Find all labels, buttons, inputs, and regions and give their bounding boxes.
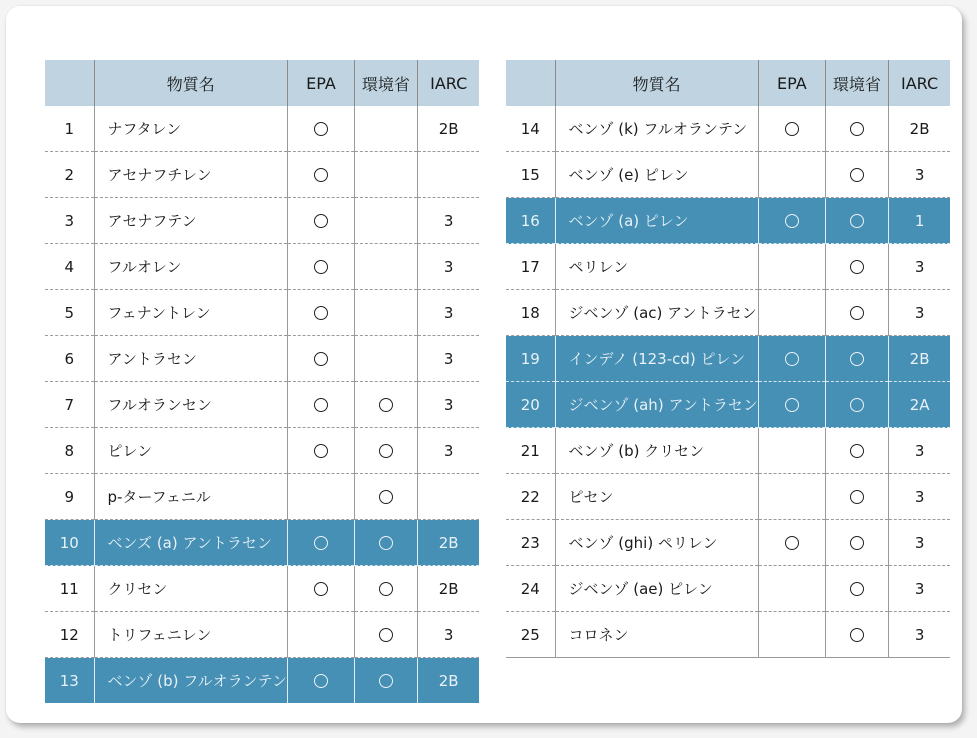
table-row [45, 428, 479, 474]
header-substance-name: 物質名 [94, 60, 287, 106]
table-row [506, 612, 950, 658]
epa-cell [287, 658, 354, 704]
moe-cell [825, 612, 888, 658]
iarc-classification: 3 [888, 152, 950, 198]
epa-cell [287, 198, 354, 244]
epa-cell [287, 106, 354, 152]
substance-name: ベンゾ (ghi) ペリレン [555, 520, 758, 566]
row-number: 13 [45, 658, 94, 704]
moe-cell [354, 336, 417, 382]
moe-cell [354, 520, 417, 566]
circle-icon [850, 122, 864, 136]
substance-name: トリフェニレン [94, 612, 287, 658]
circle-icon [379, 582, 393, 596]
circle-icon [785, 214, 799, 228]
substance-name: コロネン [555, 612, 758, 658]
epa-cell [287, 428, 354, 474]
content-card [6, 6, 962, 723]
table-row [506, 106, 950, 152]
circle-icon [314, 674, 328, 688]
circle-icon [314, 168, 328, 182]
iarc-classification [417, 474, 479, 520]
circle-icon [379, 398, 393, 412]
moe-cell [354, 106, 417, 152]
epa-cell [287, 290, 354, 336]
table-row [45, 336, 479, 382]
circle-icon [314, 444, 328, 458]
table-row [506, 152, 950, 198]
iarc-classification: 1 [888, 198, 950, 244]
substance-name: アントラセン [94, 336, 287, 382]
row-number: 2 [45, 152, 94, 198]
substance-name: ジベンゾ (ae) ピレン [555, 566, 758, 612]
pah-table-right [506, 60, 950, 658]
header-moe: 環境省 [825, 60, 888, 106]
substance-name: ピセン [555, 474, 758, 520]
row-number: 25 [506, 612, 555, 658]
iarc-classification: 3 [888, 244, 950, 290]
header-epa: EPA [287, 60, 354, 106]
moe-cell [825, 566, 888, 612]
moe-cell [825, 244, 888, 290]
header-iarc: IARC [888, 60, 950, 106]
epa-cell [758, 198, 825, 244]
moe-cell [825, 336, 888, 382]
epa-cell [758, 520, 825, 566]
table-row [45, 520, 479, 566]
substance-name: アセナフチレン [94, 152, 287, 198]
epa-cell [287, 244, 354, 290]
epa-cell [287, 566, 354, 612]
table-header-row [506, 60, 950, 106]
substance-name: p-ターフェニル [94, 474, 287, 520]
iarc-classification: 3 [417, 198, 479, 244]
circle-icon [785, 398, 799, 412]
row-number: 17 [506, 244, 555, 290]
epa-cell [758, 244, 825, 290]
header-no [506, 60, 555, 106]
circle-icon [379, 628, 393, 642]
table-row [506, 382, 950, 428]
moe-cell [354, 244, 417, 290]
circle-icon [850, 582, 864, 596]
moe-cell [825, 152, 888, 198]
iarc-classification: 3 [417, 612, 479, 658]
iarc-classification: 3 [888, 612, 950, 658]
circle-icon [850, 398, 864, 412]
substance-name: アセナフテン [94, 198, 287, 244]
iarc-classification: 3 [417, 382, 479, 428]
epa-cell [287, 336, 354, 382]
table-row [506, 336, 950, 382]
moe-cell [354, 658, 417, 704]
circle-icon [850, 306, 864, 320]
epa-cell [758, 336, 825, 382]
row-number: 19 [506, 336, 555, 382]
circle-icon [785, 122, 799, 136]
iarc-classification: 3 [417, 428, 479, 474]
row-number: 14 [506, 106, 555, 152]
epa-cell [758, 290, 825, 336]
header-iarc: IARC [417, 60, 479, 106]
substance-name: ジベンゾ (ah) アントラセン [555, 382, 758, 428]
iarc-classification: 2A [888, 382, 950, 428]
iarc-classification: 3 [417, 244, 479, 290]
row-number: 3 [45, 198, 94, 244]
header-epa: EPA [758, 60, 825, 106]
epa-cell [758, 428, 825, 474]
iarc-classification [417, 152, 479, 198]
substance-name: ベンゾ (e) ピレン [555, 152, 758, 198]
epa-cell [287, 382, 354, 428]
pah-table-left [45, 60, 479, 703]
circle-icon [850, 444, 864, 458]
circle-icon [850, 214, 864, 228]
iarc-classification: 3 [417, 290, 479, 336]
moe-cell [825, 382, 888, 428]
circle-icon [314, 352, 328, 366]
epa-cell [758, 382, 825, 428]
header-moe: 環境省 [354, 60, 417, 106]
iarc-classification: 2B [417, 658, 479, 704]
substance-name: ベンゾ (a) ピレン [555, 198, 758, 244]
row-number: 20 [506, 382, 555, 428]
substance-name: ペリレン [555, 244, 758, 290]
circle-icon [314, 536, 328, 550]
row-number: 10 [45, 520, 94, 566]
table-row [506, 520, 950, 566]
table-row [45, 290, 479, 336]
moe-cell [825, 520, 888, 566]
row-number: 6 [45, 336, 94, 382]
substance-name: フルオレン [94, 244, 287, 290]
circle-icon [314, 398, 328, 412]
epa-cell [287, 520, 354, 566]
row-number: 11 [45, 566, 94, 612]
epa-cell [758, 612, 825, 658]
circle-icon [379, 536, 393, 550]
circle-icon [314, 260, 328, 274]
header-no [45, 60, 94, 106]
table-row [45, 244, 479, 290]
table-row [45, 566, 479, 612]
moe-cell [354, 290, 417, 336]
row-number: 16 [506, 198, 555, 244]
row-number: 24 [506, 566, 555, 612]
table-row [506, 244, 950, 290]
epa-cell [758, 106, 825, 152]
circle-icon [785, 536, 799, 550]
row-number: 15 [506, 152, 555, 198]
row-number: 21 [506, 428, 555, 474]
iarc-classification: 3 [888, 520, 950, 566]
row-number: 7 [45, 382, 94, 428]
moe-cell [354, 612, 417, 658]
table-row [506, 474, 950, 520]
circle-icon [850, 490, 864, 504]
iarc-classification: 2B [417, 520, 479, 566]
table-row [506, 290, 950, 336]
circle-icon [850, 352, 864, 366]
row-number: 12 [45, 612, 94, 658]
moe-cell [354, 474, 417, 520]
iarc-classification: 3 [888, 474, 950, 520]
iarc-classification: 2B [417, 566, 479, 612]
moe-cell [354, 428, 417, 474]
substance-name: ベンズ (a) アントラセン [94, 520, 287, 566]
row-number: 1 [45, 106, 94, 152]
moe-cell [825, 474, 888, 520]
row-number: 23 [506, 520, 555, 566]
circle-icon [850, 536, 864, 550]
table-row [45, 106, 479, 152]
iarc-classification: 3 [888, 290, 950, 336]
table-row [45, 474, 479, 520]
iarc-classification: 2B [888, 106, 950, 152]
circle-icon [850, 168, 864, 182]
iarc-classification: 3 [417, 336, 479, 382]
substance-name: ナフタレン [94, 106, 287, 152]
moe-cell [825, 290, 888, 336]
epa-cell [287, 474, 354, 520]
circle-icon [379, 674, 393, 688]
moe-cell [354, 382, 417, 428]
moe-cell [354, 152, 417, 198]
substance-name: インデノ (123-cd) ピレン [555, 336, 758, 382]
moe-cell [354, 566, 417, 612]
epa-cell [287, 612, 354, 658]
row-number: 8 [45, 428, 94, 474]
substance-name: フルオランセン [94, 382, 287, 428]
moe-cell [354, 198, 417, 244]
table-row [506, 198, 950, 244]
moe-cell [825, 428, 888, 474]
circle-icon [850, 260, 864, 274]
epa-cell [758, 566, 825, 612]
table-header-row [45, 60, 479, 106]
iarc-classification: 3 [888, 566, 950, 612]
table-row [45, 382, 479, 428]
substance-name: ベンゾ (b) クリセン [555, 428, 758, 474]
circle-icon [785, 352, 799, 366]
substance-name: フェナントレン [94, 290, 287, 336]
moe-cell [825, 106, 888, 152]
epa-cell [287, 152, 354, 198]
iarc-classification: 3 [888, 428, 950, 474]
table-row [506, 566, 950, 612]
circle-icon [379, 444, 393, 458]
table-row [45, 658, 479, 704]
iarc-classification: 2B [888, 336, 950, 382]
circle-icon [314, 122, 328, 136]
substance-name: クリセン [94, 566, 287, 612]
table-row [45, 152, 479, 198]
circle-icon [379, 490, 393, 504]
substance-name: ベンゾ (k) フルオランテン [555, 106, 758, 152]
substance-name: ピレン [94, 428, 287, 474]
circle-icon [850, 628, 864, 642]
row-number: 5 [45, 290, 94, 336]
header-substance-name: 物質名 [555, 60, 758, 106]
row-number: 9 [45, 474, 94, 520]
row-number: 18 [506, 290, 555, 336]
circle-icon [314, 582, 328, 596]
iarc-classification: 2B [417, 106, 479, 152]
row-number: 22 [506, 474, 555, 520]
substance-name: ベンゾ (b) フルオランテン [94, 658, 287, 704]
epa-cell [758, 152, 825, 198]
table-row [45, 198, 479, 244]
table-row [506, 428, 950, 474]
circle-icon [314, 214, 328, 228]
circle-icon [314, 306, 328, 320]
table-row [45, 612, 479, 658]
moe-cell [825, 198, 888, 244]
epa-cell [758, 474, 825, 520]
row-number: 4 [45, 244, 94, 290]
substance-name: ジベンゾ (ac) アントラセン [555, 290, 758, 336]
